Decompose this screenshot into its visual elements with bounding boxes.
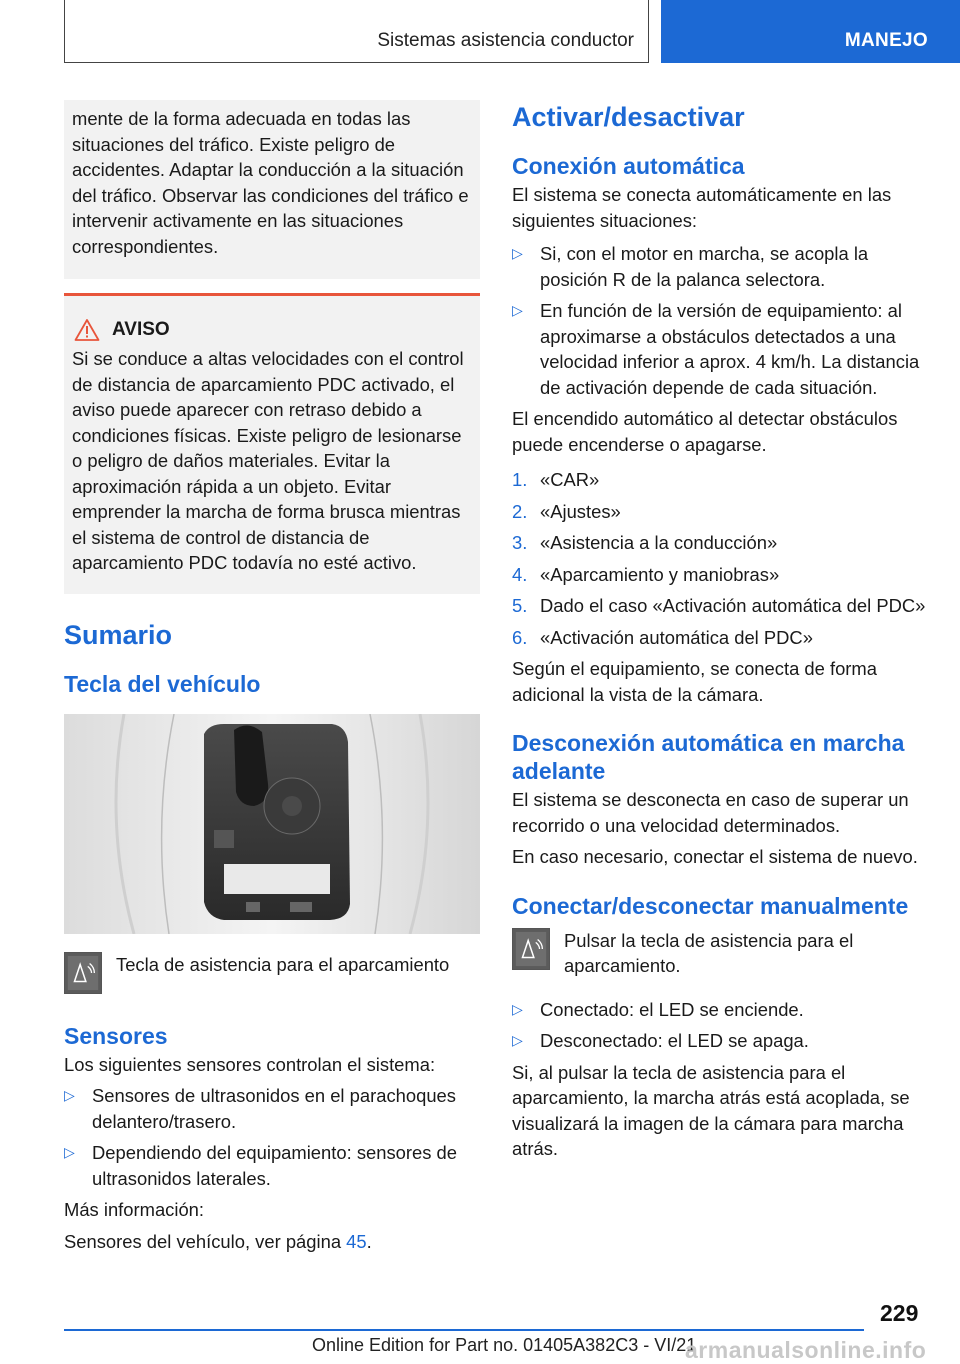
warning-box (64, 293, 480, 594)
caution-continuation-text: mente de la forma adecuada en todas las situaciones del tráfico. Existe peligro de accidentes. Adaptar la conducción a la situación del tráfico. Observar las condiciones del tráfico e intervenir activamente en las situaciones correspondientes. (72, 108, 469, 257)
manual-list (512, 997, 932, 1054)
parking-assist-button-icon (512, 928, 550, 970)
bullet-triangle-icon: ▷ (512, 1000, 523, 1017)
warning-triangle-icon (74, 318, 100, 342)
caption-row (64, 952, 480, 994)
reference-period: . (366, 1230, 372, 1252)
warning-label: AVISO (112, 319, 170, 340)
encendido-text: El encendido automático al detectar obstáculos puede encenderse o apagarse. (512, 408, 898, 455)
list-item: ▷ En función de la versión de equipamiento: al aproximarse a obstáculos detectados a una velocidad inferior a aprox. 4 km/h. La distancia de activación depende de cada situación. (512, 300, 920, 398)
list-item: 5. Dado el caso «Activación automática del PDC» (512, 595, 926, 616)
bullet-triangle-icon: ▷ (64, 1144, 75, 1160)
list-item: 3. «Asistencia a la conducción» (512, 532, 778, 553)
reference-text: Sensores del vehículo, ver página (64, 1230, 347, 1252)
parking-assist-button-icon (64, 952, 102, 994)
sensores-intro: Los siguientes sensores controlan el sistema: (64, 1053, 436, 1075)
camara-text: Según el equipamiento, se conecta de forma adicional la vista de la cámara. (512, 658, 877, 705)
caution-continuation-box (64, 100, 480, 279)
manual-caption: Pulsar la tecla de asistencia para el aparcamiento. (564, 929, 854, 976)
image-caption: Tecla de asistencia para el aparcamiento (116, 953, 450, 975)
page-link-45[interactable]: 45 (346, 1230, 367, 1252)
list-item: ▷ Desconectado: el LED se apaga. (512, 1028, 932, 1054)
watermark-text: armanualsonline.info (685, 1337, 927, 1363)
header-section-box (64, 0, 649, 63)
manual-caption-row (512, 928, 932, 979)
footer-divider (64, 1329, 864, 1331)
bullet-triangle-icon: ▷ (512, 1032, 523, 1048)
list-item: ▷ Sensores de ultrasonidos en el parachoques delantero/trasero. (64, 1085, 456, 1132)
necesario-text: En caso necesario, conectar el sistema de nuevo. (512, 846, 918, 867)
final-text: Si, al pulsar la tecla de asistencia para el aparcamiento, la marcha atrás está acoplada, se visualizará la imagen de la cámara para marcha atrás. (512, 1061, 910, 1159)
conexion-intro: El sistema se conecta automáticamente en las siguientes situaciones: (512, 184, 892, 231)
console-illustration (64, 714, 480, 934)
heading-sumario: Sumario (64, 619, 173, 650)
list-item: ▷ Dependiendo del equipamiento: sensores de ultrasonidos laterales. (64, 1142, 458, 1189)
header-section-title: Sistemas asistencia conductor (377, 30, 634, 51)
page-number: 229 (880, 1300, 919, 1326)
bullet-triangle-icon: ▷ (64, 1087, 75, 1103)
mas-informacion: Más información: (64, 1199, 205, 1220)
heading-manual: Conectar/desconectar manualmente (512, 892, 909, 919)
steps-list (512, 467, 932, 650)
vehicle-console-image (64, 714, 480, 934)
list-item: ▷ Conectado: el LED se enciende. (512, 997, 932, 1023)
conexion-list (512, 241, 932, 400)
heading-desconexion: Desconexión automática en marcha adelante (512, 730, 905, 784)
list-item: 1. «CAR» (512, 469, 600, 490)
list-item: 6. «Activación automática del PDC» (512, 626, 813, 648)
list-item: 4. «Aparcamiento y maniobras» (512, 563, 780, 585)
desconexion-text: El sistema se desconecta en caso de superar un recorrido o una velocidad determinados. (512, 789, 909, 836)
warning-header (74, 318, 472, 342)
bullet-triangle-icon: ▷ (512, 302, 523, 318)
heading-tecla-vehiculo: Tecla del vehículo (64, 670, 261, 697)
heading-sensores: Sensores (64, 1022, 168, 1049)
warning-text: Si se conduce a altas velocidades con el control de distancia de aparcamiento PDC activado, el aviso puede aparecer con retraso debido a condiciones físicas. Existe peligro de lesionarse o peligro de daños materiales. Evitar la aproximación rápida a un objeto. Evitar emprender la marcha de forma brusca mientras el sistema de control de distancia de aparcamiento PDC todavía no esté activo. (72, 348, 464, 573)
left-column (64, 100, 480, 1254)
heading-activar-desactivar: Activar/desactivar (512, 102, 745, 132)
header-chapter-box (661, 0, 960, 63)
reference-line (64, 1229, 480, 1255)
list-item: 2. «Ajustes» (512, 500, 621, 522)
footer-edition: Online Edition for Part no. 01405A382C3 - VI/21 (312, 1335, 697, 1355)
list-item: ▷ Si, con el motor en marcha, se acopla la posición R de la palanca selectora. (512, 243, 869, 290)
heading-conexion-automatica: Conexión automática (512, 153, 745, 179)
header-chapter-title: MANEJO (844, 30, 928, 51)
sensores-list (64, 1083, 480, 1191)
bullet-triangle-icon: ▷ (512, 245, 523, 261)
right-column (512, 100, 932, 1162)
